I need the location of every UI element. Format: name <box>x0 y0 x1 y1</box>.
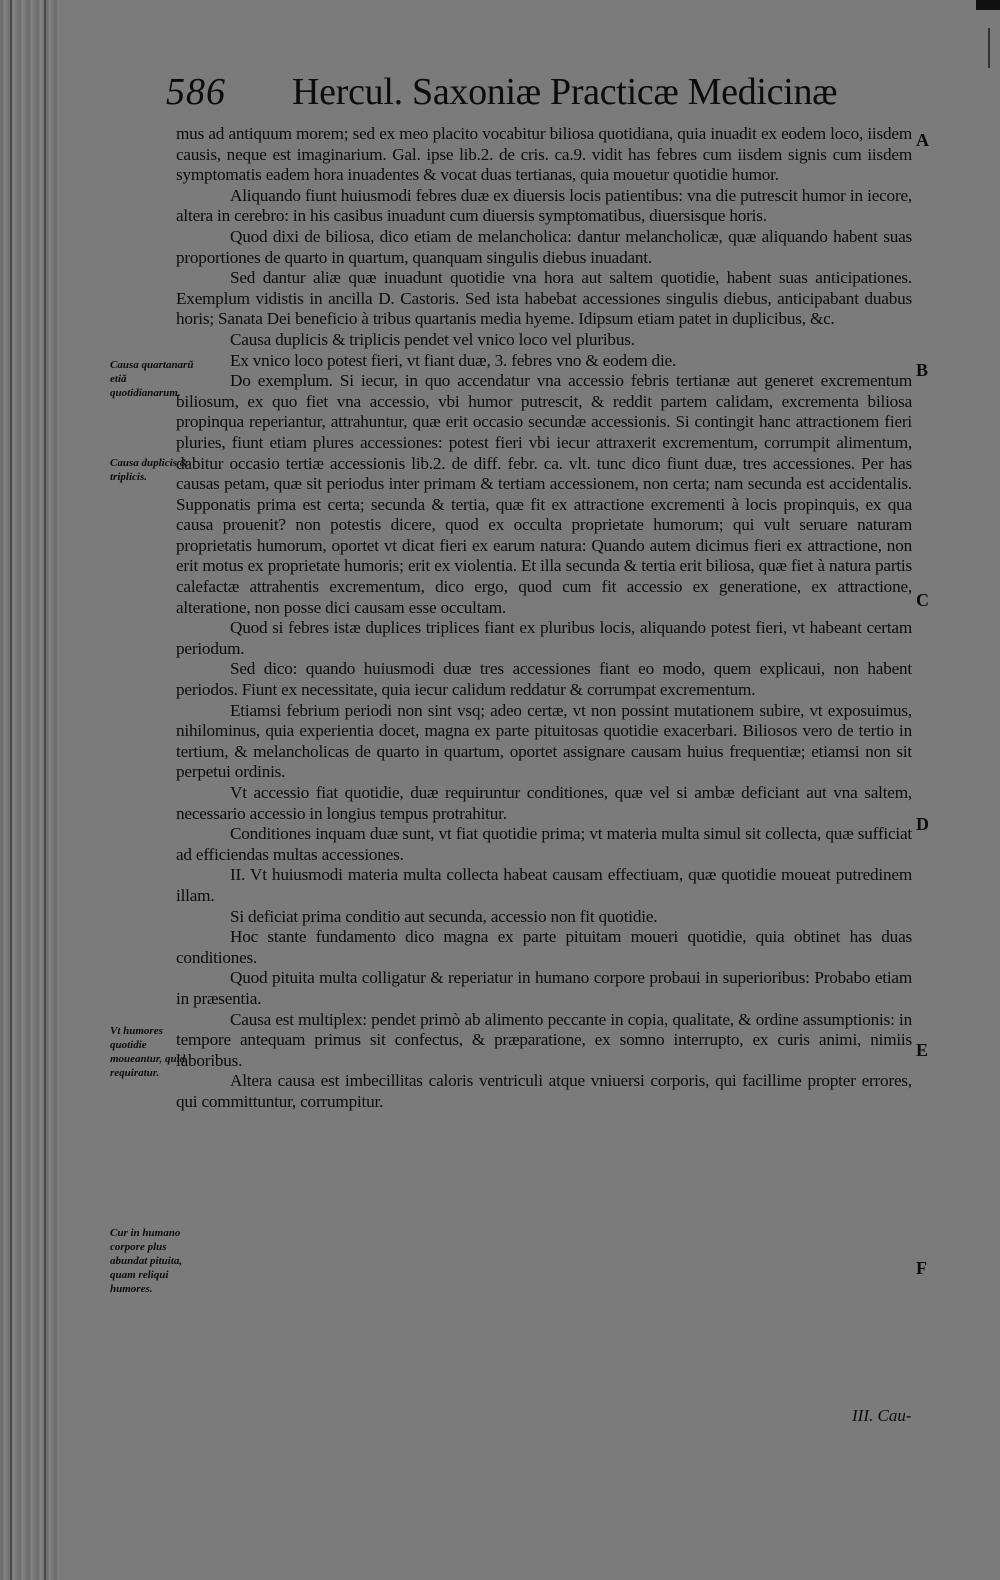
gutter-line <box>44 0 46 1580</box>
paragraph: Quod si febres istæ duplices triplices fiant ex pluribus locis, aliquando potest fieri, vt habeant certam periodum. <box>176 618 912 658</box>
page-corner-mark <box>976 0 1000 10</box>
paragraph: Hoc stante fundamento dico magna ex parte pituitam moueri quotidie, quia obtinet has duas conditiones. <box>176 927 912 967</box>
page-number: 586 <box>166 71 226 113</box>
side-note: Causa quartanarũ etiã quotidianarum. <box>110 359 194 399</box>
margin-letter: B <box>916 360 929 380</box>
paragraph: Si deficiat prima conditio aut secunda, accessio non fit quotidie. <box>230 906 658 926</box>
running-head: Hercul. Saxoniæ Practicæ Medicinæ <box>292 71 838 113</box>
edge-mark <box>988 28 990 68</box>
paragraph: Do exemplum. Si iecur, in quo accendatur vna accessio febris tertianæ aut generet excrementum biliosum, ex quo fiet vna accessio, vbi humor putrescit, & reddit partem calidam, excrementa biliosa propinqua reperiantur, attrahuntur, quæ erit occasio secundæ accessionis. Si contingit hanc attractionem fieri pluries, fiunt etiam plures accessiones: potest fieri vbi iecur attraxerit excrementum, corrumpit alimentum, dabitur occasio tertiæ accessionis lib.2. de diff. febr. ca. vlt. tunc dico fiunt duæ, tres accessiones. Per has causas petam, quæ sit periodus inter primam & tertiam accessionem, non certa; nam secunda est accidentalis. Supponatis prima est certa; secunda & tertia, quæ fit ex attractione excrementi à locis propinquis, ex qua causa prouenit? non potestis dicere, quod ex occulta proprietate humorum; qui vult seruare naturam proprietatis humorum, oportet vt dicat fieri ex earum natura: Quando autem dicimus fieri ex attractione, non erit motus ex proprietate humoris; erit ex violentia. Et illa secunda & tertia erit biliosa, quæ fiet à natura partis calefactæ attrahentis excrementum, dico ergo, quod cum fit accessio ex generatione, ex attractione, alteratione, non posse dici causam esse occultam. <box>176 371 912 617</box>
paragraph: Sed dantur aliæ quæ inuadunt quotidie vna hora aut saltem quotidie, habent suas anticipationes. Exemplum vidistis in ancilla D. Castoris. Sed ista habebat accessiones singulis diebus, anticipabant duabus horis; Sanata Dei beneficio à tribus quartanis media hyeme. Idipsum etiam patet in duplicibus, &c. <box>176 268 912 329</box>
paragraph: Sed dico: quando huiusmodi duæ tres accessiones fiant eo modo, quem explicaui, non habent periodos. Fiunt ex necessitate, quia iecur calidum reddatur & corrumpat excrementum. <box>176 659 912 700</box>
paragraph: II. Vt huiusmodi materia multa collecta habeat causam effectiuam, quæ quotidie moueat putredinem illam. <box>176 865 912 905</box>
paragraph: Etiamsi febrium periodi non sint vsq; adeo certæ, vt non possint mutationem subire, vt exposuimus, nihilominus, quia experientia docet, magna ex parte pituitosas quotidie exacerbari. Biliosos vero de tertio in tertium, & melancholicas de quarto in quartum, oportet assignare causam huius frequentiæ; etiamsi non sit perpetui ordinis. <box>176 700 912 782</box>
margin-letter: F <box>916 1258 927 1278</box>
main-text <box>176 124 912 1113</box>
margin-letter: C <box>916 590 929 610</box>
margin-letter: E <box>916 1040 929 1060</box>
paragraph: Causa duplicis & triplicis pendet vel vnico loco vel pluribus. <box>230 329 635 349</box>
paragraph: Quod dixi de biliosa, dico etiam de melancholica: dantur melancholicæ, quæ aliquando habent suas proportiones de quarto in quartum, quanquam singulis diebus inuadant. <box>176 226 912 267</box>
side-note: Cur in humano corpore plus abundat pituita, quam reliqui humores. <box>110 1227 183 1295</box>
paragraph: Causa est multiplex: pendet primò ab alimento peccante in copia, qualitate, & ordine assumptionis: in tempore antequam primus sit confectus, & præparatione, ex somno interrupto, ex curis animi, nimiis laboribus. <box>176 1009 912 1070</box>
margin-letter: A <box>916 130 929 150</box>
paragraph: mus ad antiquum morem; sed ex meo placito vocabitur biliosa quotidiana, quia inuadit ex eodem loco, iisdem causis, neque est imaginarium. Gal. ipse lib.2. de cris. ca.9. vidit has febres cum iisdem signis cum iisdem symptomatis eadem hora inuadentes & vocat duas tertianas, quia mouetur quotidie humor. <box>176 124 912 185</box>
paragraph: Ex vnico loco potest fieri, vt fiant duæ, 3. febres vno & eodem die. <box>230 350 677 370</box>
paragraph: Conditiones inquam duæ sunt, vt fiat quotidie prima; vt materia multa simul sit collecta, quæ sufficiat ad efficiendas multas accessiones. <box>176 824 912 864</box>
side-note: Vt humores quotidie moueantur, quid requiratur. <box>110 1025 186 1079</box>
paragraph: Aliquando fiunt huiusmodi febres duæ ex diuersis locis patientibus: vna die putrescit humor in iecore, altera in cerebro: in his casibus inuadunt cum diuersis symptomatibus, diuersisque horis. <box>176 185 912 226</box>
paragraph: Vt accessio fiat quotidie, duæ requiruntur conditiones, quæ vel si ambæ deficiant aut vna saltem, necessario accessio in longius tempus protrahitur. <box>176 783 912 823</box>
paragraph: Altera causa est imbecillitas caloris ventriculi atque vniuersi corporis, qui facillime propter errores, qui committuntur, corrumpitur. <box>176 1071 912 1111</box>
side-note: Causa duplicis & triplicis. <box>110 457 189 483</box>
margin-letter: D <box>916 814 929 834</box>
gutter-line <box>10 0 12 1580</box>
paragraph: Quod pituita multa colligatur & reperiatur in humano corpore probaui in superioribus: Probabo etiam in præsentia. <box>176 968 912 1008</box>
catchword: III. Cau- <box>852 1406 912 1425</box>
